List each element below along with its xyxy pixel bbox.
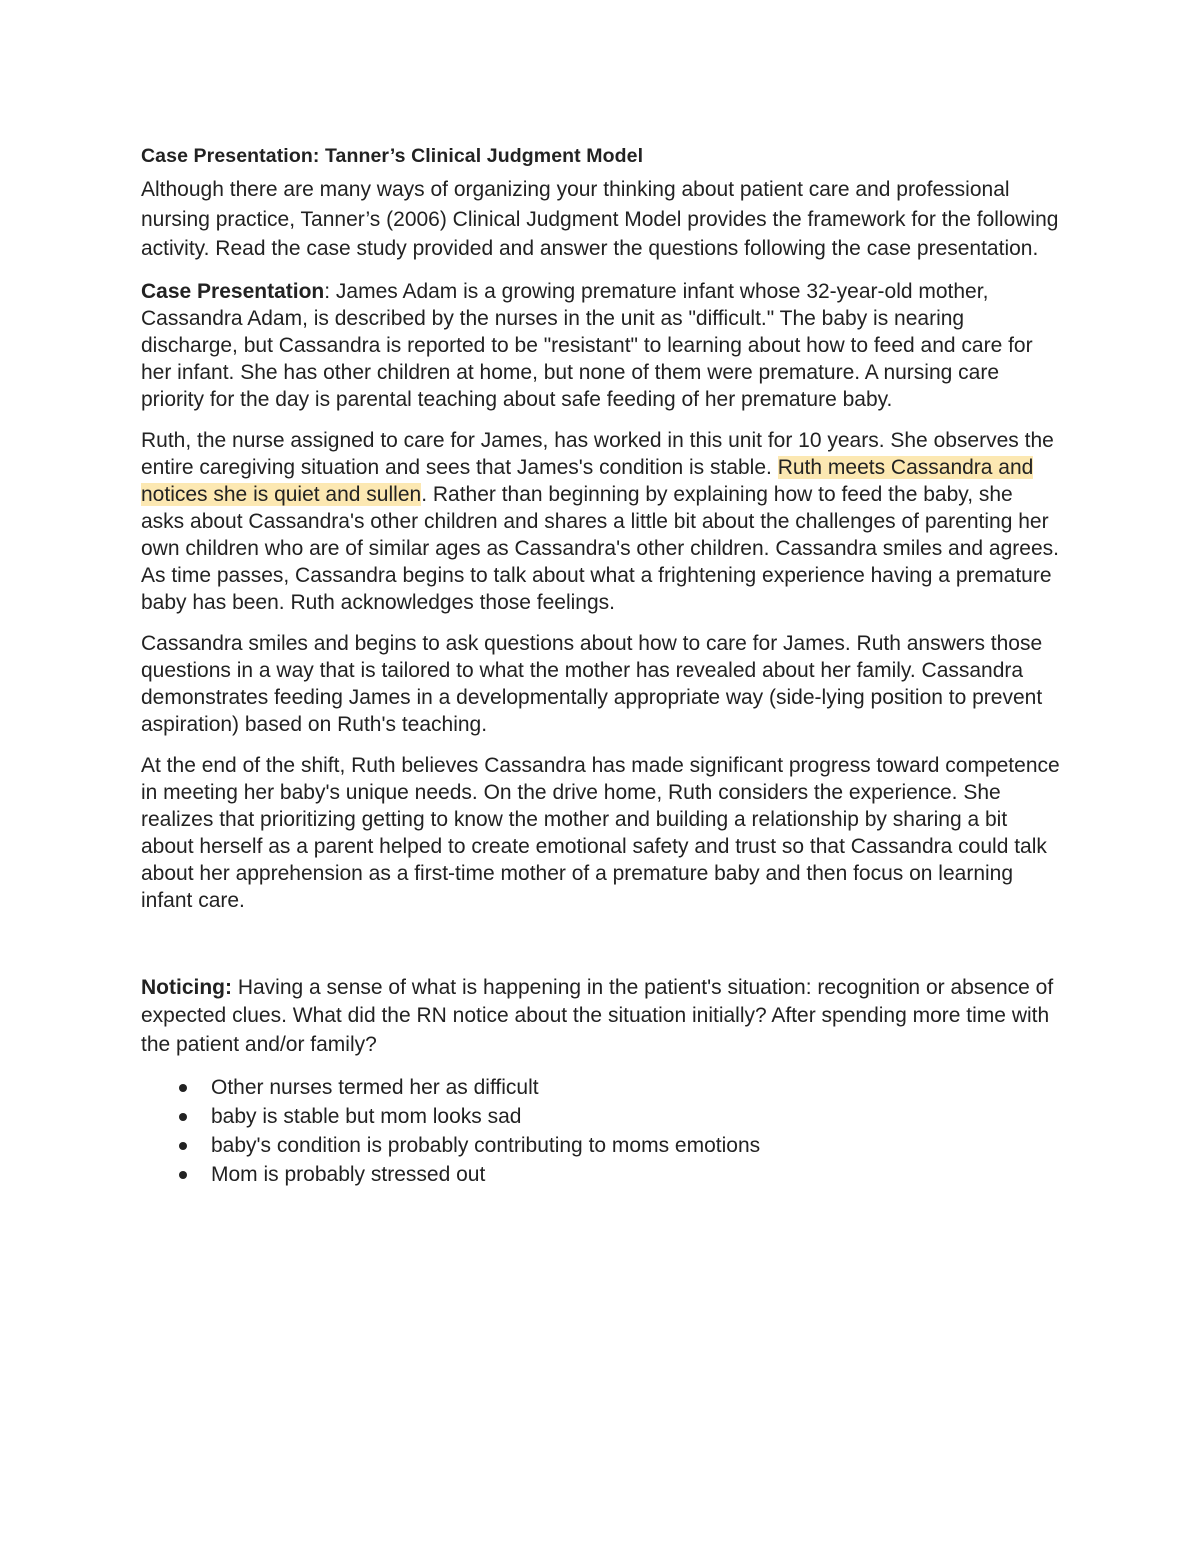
list-item-text: Other nurses termed her as difficult [211,1076,539,1099]
list-item-text: baby's condition is probably contributing to moms emotions [211,1134,761,1157]
noticing-text: Having a sense of what is happening in the patient's situation: recognition or absence of expected clues. What did the RN notice about the situation initially? After spending more time with the patient and/or family? [141,975,1054,1056]
highlighted-text: Ruth meets Cassandra and notices she is quiet and sullen [141,455,1034,506]
document-title: Case Presentation: Tanner’s Clinical Judgment Model [141,145,644,167]
list-item [141,1102,1061,1131]
ruth-paragraph-end: . Rather than beginning by explaining how to feed the baby, she asks about Cassandra's other children and shares a little bit about the challenges of parenting her own children who are of similar ages as Cassandra's other children. Cassandra smiles and agrees. As time passes, Cassandra begins to talk about what a frightening experience having a premature baby has been. Ruth acknowledges those feelings. [141,482,1059,614]
noticing-label: Noticing: [141,975,232,999]
list-item-text: Mom is probably stressed out [211,1163,486,1186]
end-of-shift-paragraph: At the end of the shift, Ruth believes Cassandra has made significant progress toward competence in meeting her baby's unique needs. On the drive home, Ruth considers the experience. She realizes that prioritizing getting to know the mother and building a relationship by sharing a bit about herself as a parent helped to create emotional safety and trust so that Cassandra could talk about her apprehension as a first-time mother of a premature baby and then focus on learning infant care. [141,753,1060,912]
bullet-icon [179,1142,187,1150]
case-presentation-label: Case Presentation [141,279,325,303]
ruth-paragraph-start: Ruth, the nurse assigned to care for James, has worked in this unit for 10 years. She observes the entire caregiving situation and sees that James's condition is stable. [141,428,1054,479]
ruth-paragraph [141,427,1061,616]
document-page [141,140,1061,1189]
list-item-text: baby is stable but mom looks sad [211,1105,522,1128]
bullet-icon [179,1171,187,1179]
case-presentation-paragraph [141,278,1061,413]
bullet-icon [179,1113,187,1121]
list-item [141,1073,1061,1102]
intro-paragraph: Although there are many ways of organizing your thinking about patient care and professional nursing practice, Tanner’s (2006) Clinical Judgment Model provides the framework for the following activity. Read the case study provided and answer the questions following the case presentation. [141,178,1059,260]
questions-paragraph: Cassandra smiles and begins to ask questions about how to care for James. Ruth answers those questions in a way that is tailored to what the mother has revealed about her family. Cassandra demonstrates feeding James in a developmentally appropriate way (side-lying position to prevent aspiration) based on Ruth's teaching. [141,631,1043,736]
noticing-bullet-list [141,1073,1061,1189]
noticing-paragraph [141,974,1061,1060]
case-presentation-text: : James Adam is a growing premature infant whose 32-year-old mother, Cassandra Adam, is described by the nurses in the unit as "difficult." The baby is nearing discharge, but Cassandra is reported to be "resistant" to learning about how to feed and care for her infant. She has other children at home, but none of them were premature. A nursing care priority for the day is parental teaching about safe feeding of her premature baby. [141,279,1033,411]
bullet-icon [179,1084,187,1092]
list-item [141,1131,1061,1160]
list-item [141,1160,1061,1189]
